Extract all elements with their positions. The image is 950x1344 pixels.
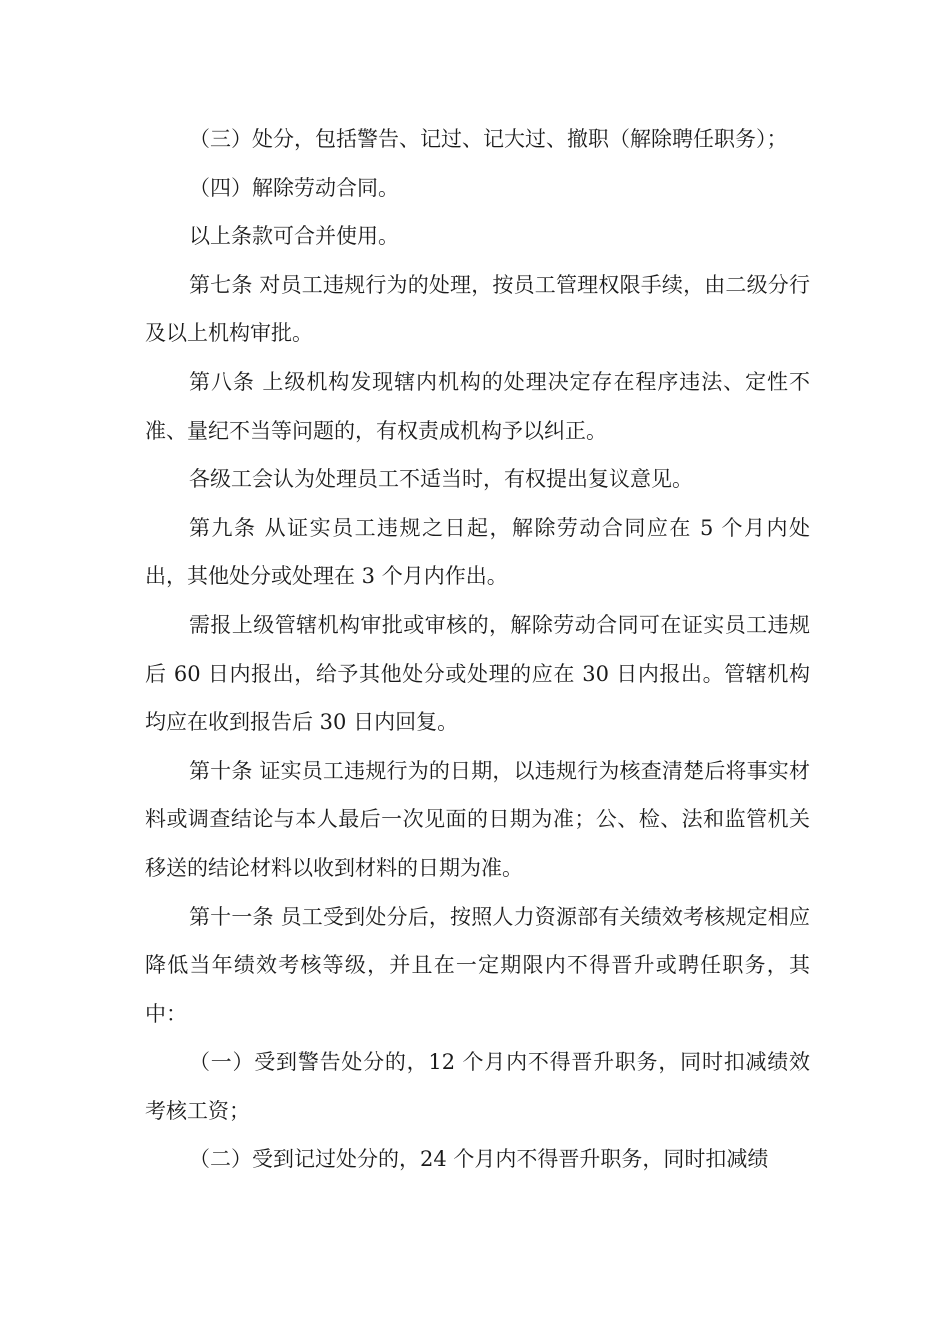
paragraph-item-4-termination: （四）解除劳动合同。	[189, 175, 399, 200]
paragraph-item-3-sanction: （三）处分，包括警告、记过、记大过、撤职（解除聘任职务）；	[189, 127, 788, 151]
paragraph-article-7: 第七条 对员工违规行为的处理，按员工管理权限手续，由二级分行及以上机构审批。	[145, 272, 810, 346]
paragraph-article-9: 第九条 从证实员工违规之日起，解除劳动合同应在 5 个月内处出，其他处分或处理在 3 个月内作出。	[145, 515, 810, 589]
paragraph-article-8: 第八条 上级机构发现辖内机构的处理决定存在程序违法、定性不准、量纪不当等问题的，有权责成机构予以纠正。	[145, 369, 810, 443]
document-body	[145, 115, 810, 1184]
paragraph-warning-penalty: （一）受到警告处分的，12 个月内不得晋升职务，同时扣减绩效考核工资；	[145, 1050, 810, 1123]
paragraph-article-11: 第十一条 员工受到处分后，按照人力资源部有关绩效考核规定相应降低当年绩效考核等级，并且在一定期限内不得晋升或聘任职务，其中：	[145, 904, 810, 1026]
paragraph-union-review: 各级工会认为处理员工不适当时，有权提出复议意见。	[189, 467, 693, 492]
paragraph-combined-use: 以上条款可合并使用。	[189, 224, 399, 249]
paragraph-article-10: 第十条 证实员工违规行为的日期，以违规行为核查清楚后将事实材料或调查结论与本人最后一次见面的日期为准；公、检、法和监管机关移送的结论材料以收到材料的日期为准。	[145, 758, 810, 880]
paragraph-demerit-penalty: （二）受到记过处分的，24 个月内不得晋升职务，同时扣减绩	[189, 1147, 769, 1172]
paragraph-approval-deadline: 需报上级管辖机构审批或审核的，解除劳动合同可在证实员工违规后 60 日内报出，给予其他处分或处理的应在 30 日内报出。管辖机构均应在收到报告后 30 日内回复。	[145, 612, 810, 735]
